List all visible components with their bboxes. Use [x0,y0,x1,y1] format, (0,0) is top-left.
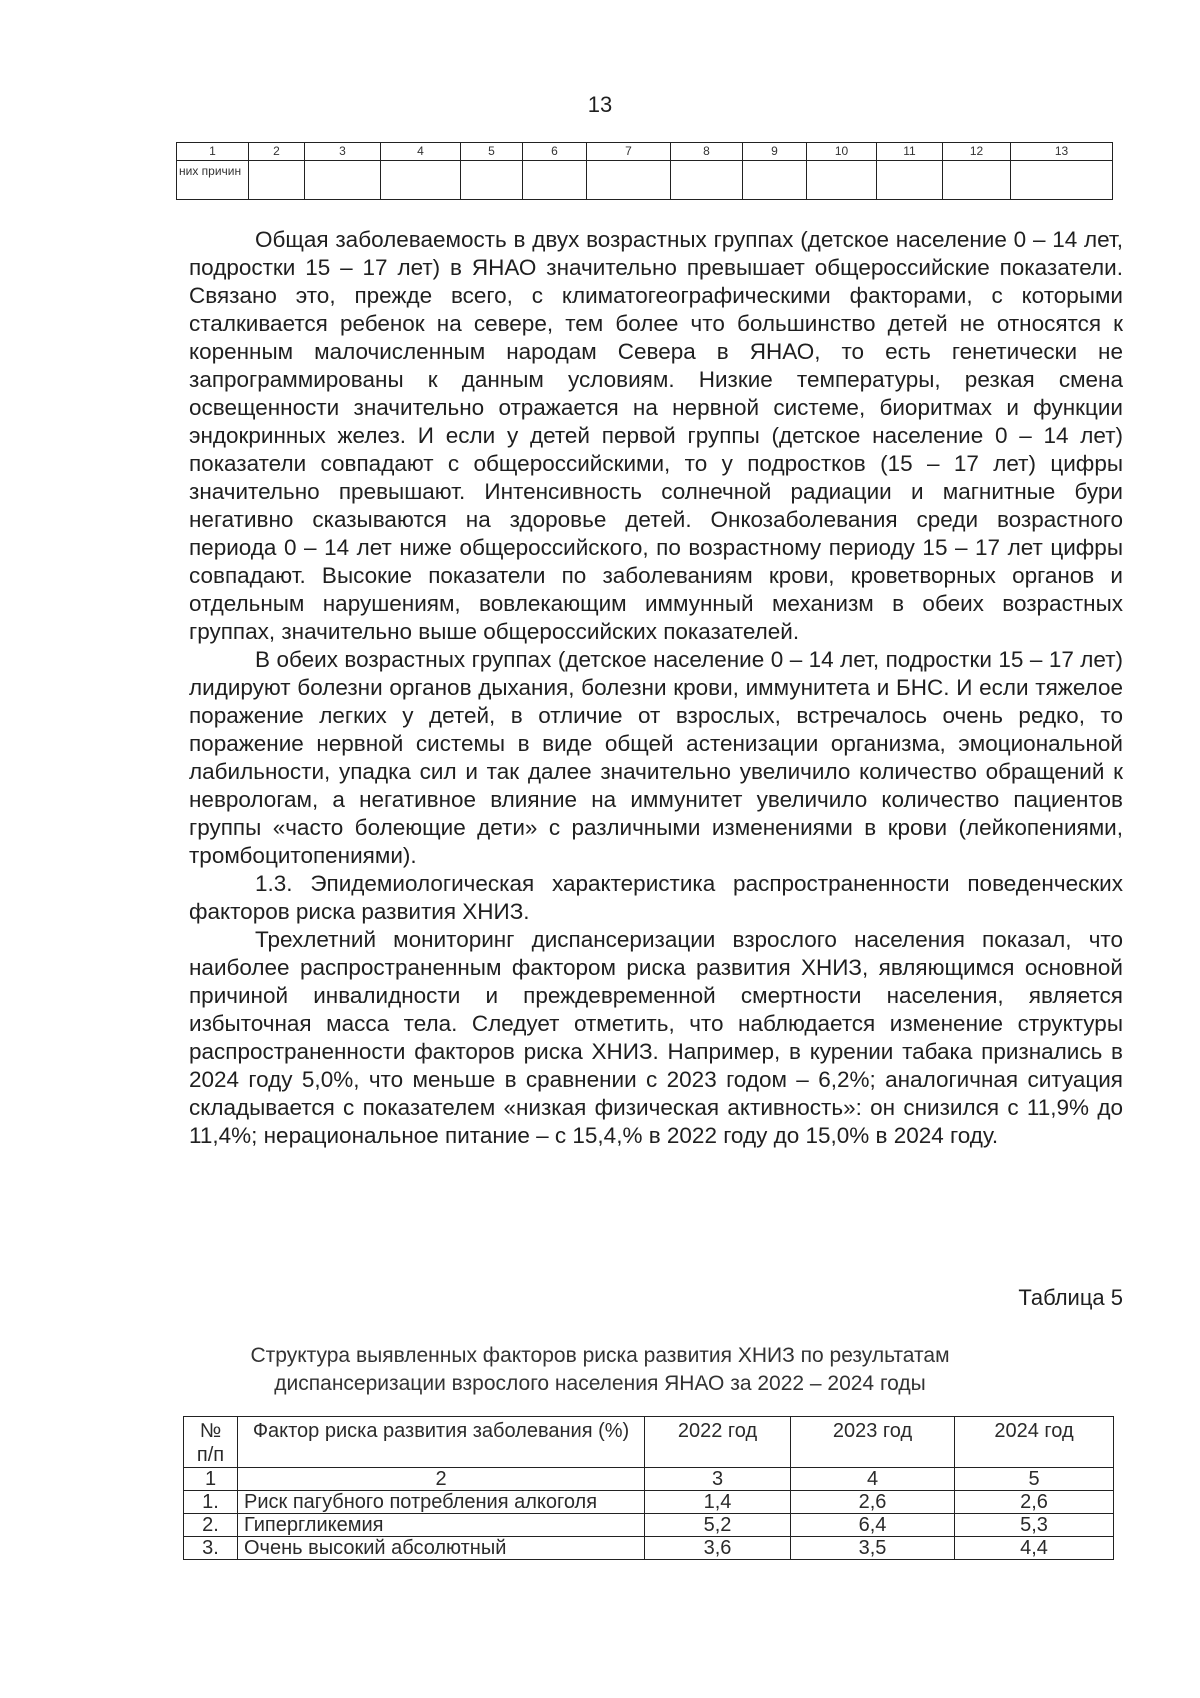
section-heading: 1.3. Эпидемиологическая характеристика распространенности поведенческих факторов риска развития ХНИЗ. [189,871,1123,924]
risk-factors-table [183,1416,1114,1560]
table-cell: 2,6 [955,1491,1114,1514]
table-cell: 4,4 [955,1537,1114,1560]
table-cell: Очень высокий абсолютный [238,1537,645,1560]
table-header-cell: 9 [743,143,807,161]
table-cell [523,161,587,200]
table-cell [1011,161,1113,200]
table-cell [305,161,381,200]
paragraph: В обеих возрастных группах (детское население 0 – 14 лет, подростки 15 – 17 лет) лидируют болезни органов дыхания, болезни крови, иммунитета и БНС. И если тяжелое поражение легких у детей, в отличие от взрослых, встречалось очень редко, то поражение нервной системы в виде общей астенизации организма, эмоциональной лабильности, упадка сил и так далее значительно увеличило количество обращений к неврологам, а негативное влияние на иммунитет увеличило количество пациентов группы «часто болеющие дети» с различными изменениями в крови (лейкопениями, тромбоцитопениями). [189,647,1123,868]
table-cell: 3,6 [645,1537,791,1560]
table-row [184,1491,1114,1514]
table-cell [461,161,523,200]
table-cell: 5,2 [645,1514,791,1537]
continuation-table-row [177,161,1113,200]
table-cell [943,161,1011,200]
table-cell [587,161,671,200]
table-cell [807,161,877,200]
table-header-cell: 1 [177,143,249,161]
table-cell: 6,4 [791,1514,955,1537]
table-header-cell: 2023 год [791,1417,955,1468]
table-cell: 3. [184,1537,238,1560]
continuation-table-header-row [177,143,1113,161]
table-header-cell: 7 [587,143,671,161]
table-cell: 1. [184,1491,238,1514]
table-cell: 2. [184,1514,238,1537]
table-header-cell: 8 [671,143,743,161]
table-cell: 4 [791,1468,955,1491]
table-header-cell: № п/п [184,1417,238,1468]
table-header-cell: 5 [461,143,523,161]
table-header-cell: 10 [807,143,877,161]
table-cell: 3,5 [791,1537,955,1560]
table-cell [877,161,943,200]
table-header-cell: 3 [305,143,381,161]
table-header-cell: 2024 год [955,1417,1114,1468]
table-cell: Риск пагубного потребления алкоголя [238,1491,645,1514]
table-cell: 5 [955,1468,1114,1491]
table-header-cell: Фактор риска развития заболевания (%) [238,1417,645,1468]
table-cell: 1,4 [645,1491,791,1514]
table-caption: Таблица 5 [1018,1285,1123,1310]
table-row-label: них причин [177,161,249,200]
table-header-cell: 11 [877,143,943,161]
table-cell: 2 [238,1468,645,1491]
page-number: 13 [587,92,613,117]
table-cell: 2,6 [791,1491,955,1514]
table-header-cell: 4 [381,143,461,161]
table-header-cell: 12 [943,143,1011,161]
table-cell: 5,3 [955,1514,1114,1537]
table-header-cell: 6 [523,143,587,161]
paragraph: Общая заболеваемость в двух возрастных группах (детское население 0 – 14 лет, подростки 15 – 17 лет) в ЯНАО значительно превышает общероссийские показатели. Связано это, прежде всего, с климатогеографическими факторами, с которыми сталкивается ребенок на севере, тем более что большинство детей не относятся к коренным малочисленным народам Севера в ЯНАО, то есть генетически не запрограммированы к данным условиям. Низкие температуры, резкая смена освещенности значительно отражается на нервной системе, биоритмах и функции эндокринных желез. И если у детей первой группы (детское население 0 – 14 лет) показатели совпадают с общероссийскими, то у подростков (15 – 17 лет) цифры значительно превышают. Интенсивность солнечной радиации и магнитные бури негативно сказываются на здоровье детей. Онкозаболевания среди возрастного периода 0 – 14 лет ниже общероссийского, по возрастному периоду 15 – 17 лет цифры совпадают. Высокие показатели по заболеваниям крови, кроветворных органов и отдельным нарушениям, вовлекающим иммунный механизм в обеих возрастных группах, значительно выше общероссийских показателей. [189,227,1123,644]
body-text [189,226,1123,1150]
table-header-cell: 2 [249,143,305,161]
table-cell: 3 [645,1468,791,1491]
table-cell [671,161,743,200]
table-header-row [184,1417,1114,1468]
table-row [184,1537,1114,1560]
paragraph: Трехлетний мониторинг диспансеризации взрослого населения показал, что наиболее распространенным фактором риска развития ХНИЗ, являющимся основной причиной инвалидности и преждевременной смертности населения, является избыточная масса тела. Следует отметить, что наблюдается изменение структуры распространенности факторов риска ХНИЗ. Например, в курении табака признались в 2024 году 5,0%, что меньше в сравнении с 2023 годом – 6,2%; аналогичная ситуация складывается с показателем «низкая физическая активность»: он снизился с 11,9% до 11,4%; нерациональное питание – с 15,4,% в 2022 году до 15,0% в 2024 году. [189,927,1123,1148]
table-cell [381,161,461,200]
table-title: Структура выявленных факторов риска развития ХНИЗ по результатам диспансеризации взрослого населения ЯНАО за 2022 – 2024 годы [250,1344,950,1395]
table-cell: 1 [184,1468,238,1491]
table-header-cell: 13 [1011,143,1113,161]
table-cell [249,161,305,200]
table-header-cell: 2022 год [645,1417,791,1468]
continuation-table [176,142,1113,200]
table-cell: Гипергликемия [238,1514,645,1537]
table-row [184,1514,1114,1537]
table-column-numbers-row [184,1468,1114,1491]
table-cell [743,161,807,200]
